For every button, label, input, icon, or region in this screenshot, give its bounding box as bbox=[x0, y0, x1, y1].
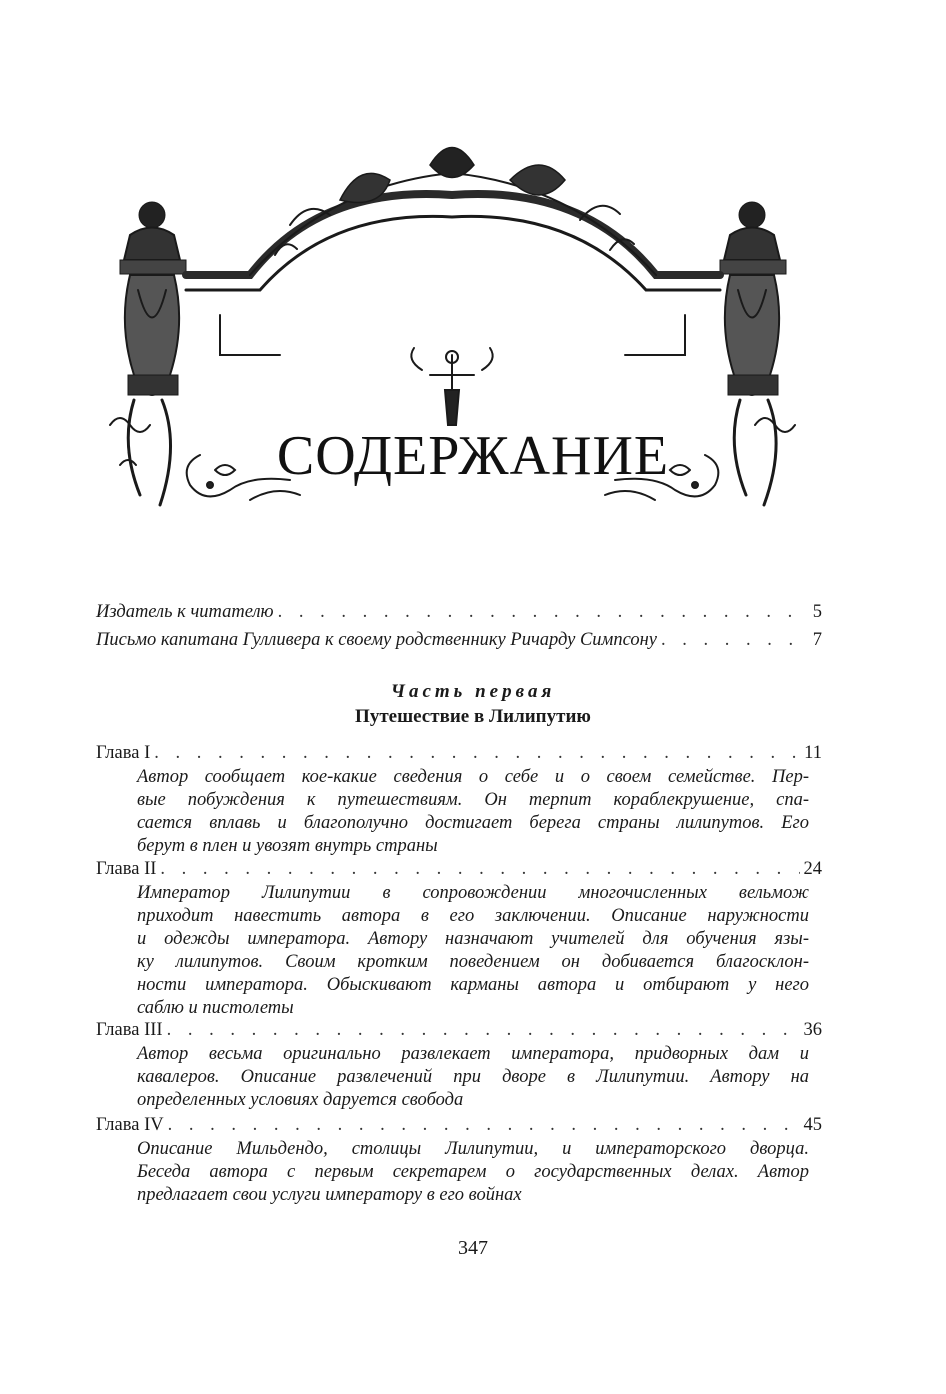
summary-line: ности императора. Обыскивают карманы автора и отбирают у него bbox=[137, 975, 809, 995]
dot-leader bbox=[167, 1018, 800, 1042]
toc-entry-chapter-4[interactable] bbox=[96, 1113, 822, 1137]
toc-entry-page: 5 bbox=[812, 602, 822, 622]
part-title: Путешествие в Лилипутию bbox=[355, 706, 591, 727]
summary-line: Автор сообщает кое-какие сведения о себе и о своем семействе. Пер- bbox=[137, 767, 809, 787]
summary-line: предлагает свои услуги императору в его войнах bbox=[137, 1185, 522, 1205]
summary-line: сается вплавь и благополучно достигает берега страны лилипутов. Его bbox=[137, 813, 809, 833]
top-arch-ornament bbox=[186, 148, 720, 356]
summary-line: Император Лилипутии в сопровождении многочисленных вельмож bbox=[137, 883, 809, 903]
toc-entry-title: Издатель к читателю bbox=[96, 602, 274, 622]
chapter-4-summary bbox=[137, 1138, 809, 1207]
chapter-page: 36 bbox=[803, 1020, 822, 1040]
chapter-title: Глава III bbox=[96, 1020, 163, 1040]
summary-line: вые побуждения к путешествиям. Он терпит кораблекрушение, спа- bbox=[137, 790, 809, 810]
page-title: СОДЕРЖАНИЕ bbox=[276, 425, 670, 487]
chapter-2-summary bbox=[137, 882, 809, 1020]
summary-line: Автор весьма оригинально развлекает императора, придворных дам и bbox=[137, 1044, 809, 1064]
chapter-3-summary bbox=[137, 1043, 809, 1112]
dot-leader bbox=[168, 1113, 800, 1137]
summary-line: ку лилипутов. Своим кротким поведением он добивается благосклон- bbox=[137, 952, 809, 972]
toc-entry-publisher-note[interactable] bbox=[96, 600, 822, 624]
dot-leader bbox=[160, 857, 799, 881]
summary-line: берут в плен и увозят внутрь страны bbox=[137, 836, 438, 856]
dot-leader bbox=[661, 628, 809, 652]
summary-line: Описание Мильдендо, столицы Лилипутии, и императорского дворца. bbox=[137, 1139, 809, 1159]
chapter-page: 24 bbox=[803, 859, 822, 879]
toc-entry-page: 7 bbox=[812, 630, 822, 650]
toc-entry-title: Письмо капитана Гулливера к своему родственнику Ричарду Симпсону bbox=[96, 630, 658, 650]
summary-line: и одежды императора. Автору назначают учителей для обучения язы- bbox=[137, 929, 809, 949]
summary-line: Беседа автора с первым секретарем о государственных делах. Автор bbox=[137, 1162, 809, 1182]
dot-leader bbox=[154, 741, 800, 765]
chapter-title: Глава II bbox=[96, 859, 157, 879]
page-number: 347 bbox=[458, 1237, 488, 1259]
summary-line: саблю и пистолеты bbox=[137, 998, 294, 1018]
chapter-page: 11 bbox=[804, 743, 822, 763]
summary-line: кавалеров. Описание развлечений при дворе в Лилипутии. Автору на bbox=[137, 1067, 809, 1087]
toc-entry-chapter-2[interactable] bbox=[96, 857, 822, 881]
part-label: Часть первая bbox=[390, 681, 556, 702]
chapter-page: 45 bbox=[803, 1115, 822, 1135]
summary-line: определенных условиях даруется свобода bbox=[137, 1090, 464, 1110]
toc-entry-chapter-3[interactable] bbox=[96, 1018, 822, 1042]
chapter-1-summary bbox=[137, 766, 809, 858]
chapter-title: Глава I bbox=[96, 743, 151, 763]
dot-leader bbox=[278, 600, 809, 624]
toc-entry-chapter-1[interactable] bbox=[96, 741, 822, 765]
summary-line: приходит навестить автора в его заключении. Описание наружности bbox=[137, 906, 809, 926]
toc-entry-gulliver-letter[interactable] bbox=[96, 628, 822, 652]
chapter-title: Глава IV bbox=[96, 1115, 164, 1135]
center-pendant-ornament bbox=[411, 348, 492, 425]
